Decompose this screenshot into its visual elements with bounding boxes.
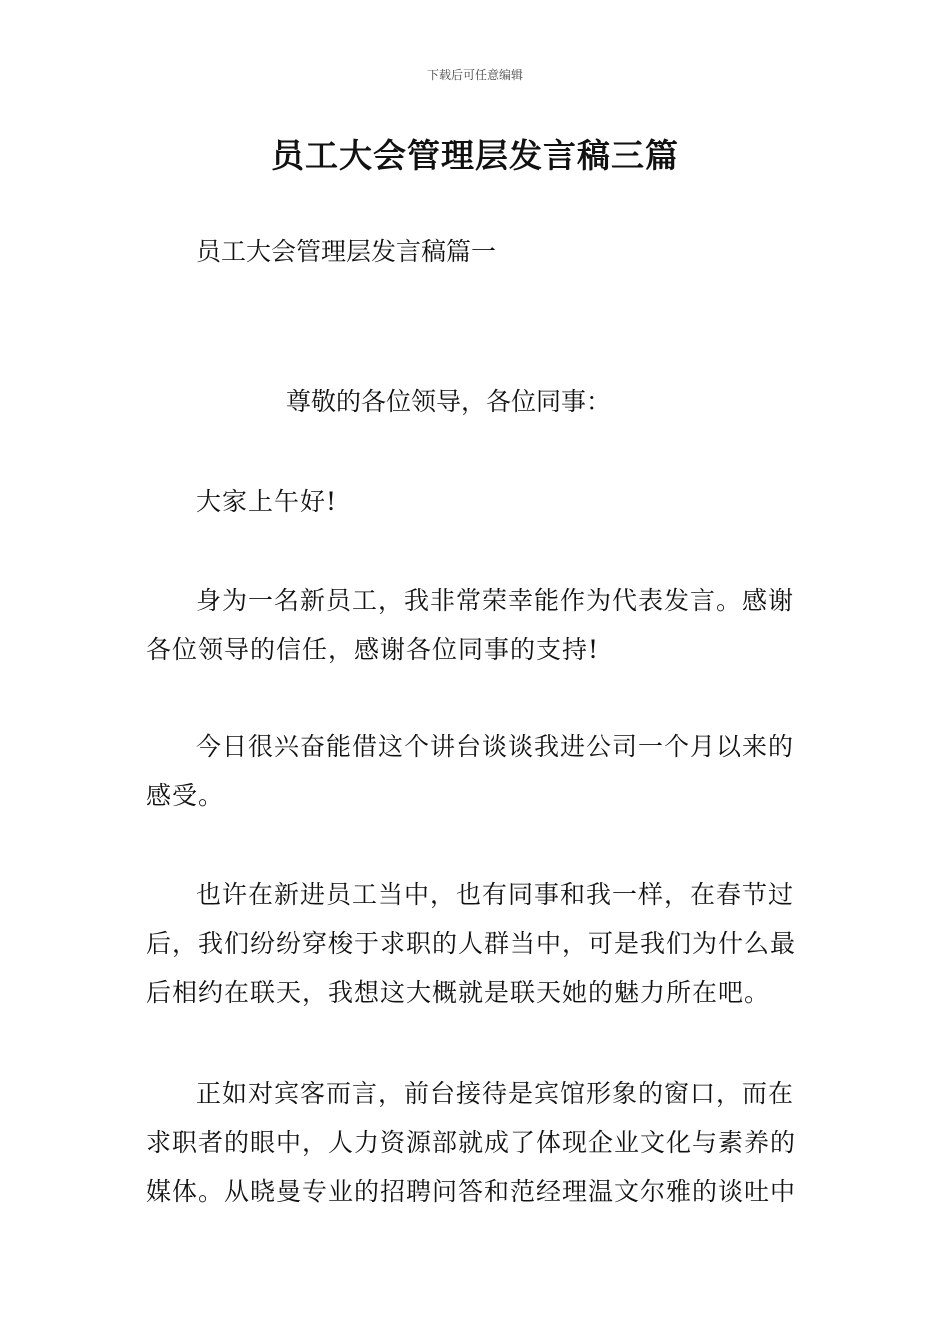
paragraph: 今日很兴奋能借这个讲台谈谈我进公司一个月以来的感受。 <box>146 732 795 810</box>
paragraph: 大家上午好! <box>196 487 338 516</box>
paragraph: 也许在新进员工当中，也有同事和我一样，在春节过后，我们纷纷穿梭于求职的人群当中，可是我们为什么最后相约在联天，我想这大概就是联天她的魅力所在吧。 <box>146 880 797 1007</box>
header-note: 下载后可任意编辑 <box>426 68 523 82</box>
paragraph: 正如对宾客而言，前台接待是宾馆形象的窗口，而在求职者的眼中，人力资源部就成了体现企业文化与素养的媒体。从晓曼专业的招聘问答和范经理温文尔雅的谈吐中 <box>146 1079 797 1206</box>
salutation: 尊敬的各位领导，各位同事： <box>286 387 612 416</box>
document-title: 员工大会管理层发言稿三篇 <box>271 136 679 175</box>
section-heading: 员工大会管理层发言稿篇一 <box>196 237 497 266</box>
paragraph: 身为一名新员工，我非常荣幸能作为代表发言。感谢各位领导的信任，感谢各位同事的支持! <box>146 586 795 664</box>
